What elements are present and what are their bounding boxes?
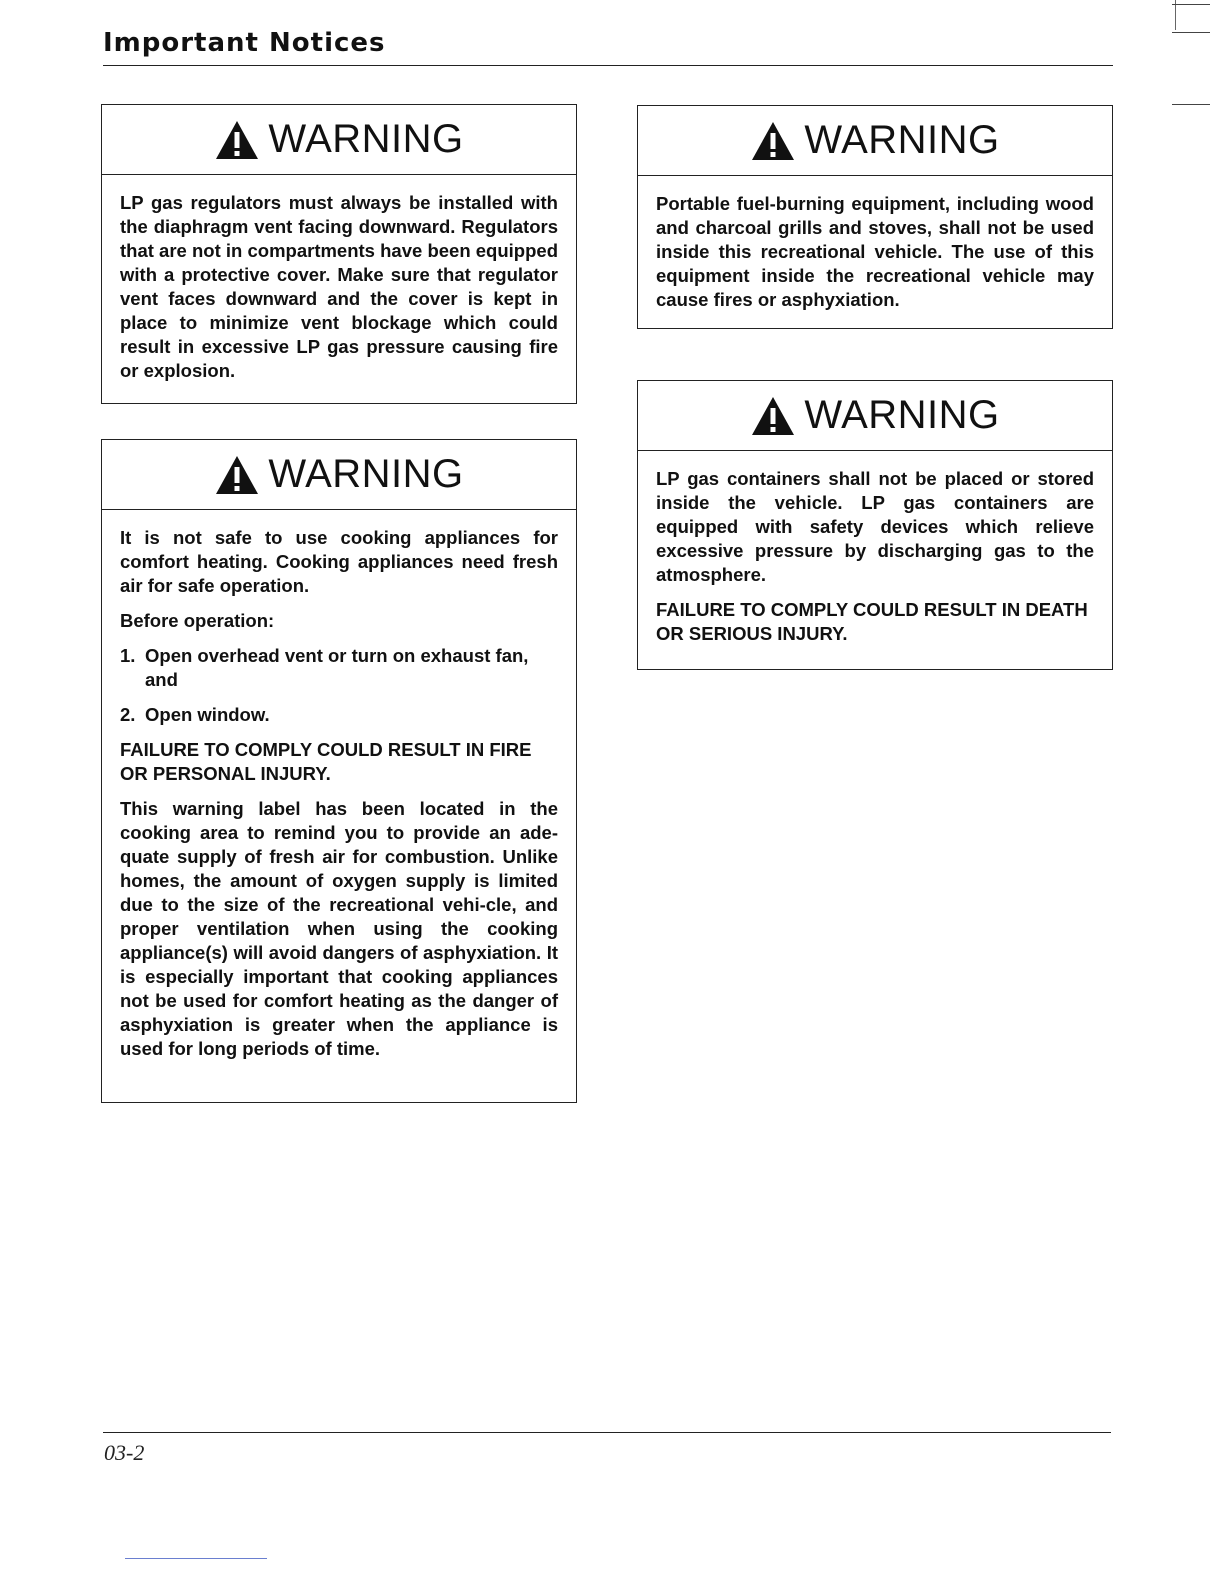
header-rule (103, 65, 1113, 66)
warning-subheading: Before operation: (120, 610, 275, 631)
warning-body (638, 176, 1112, 312)
step-number: 1. (120, 645, 136, 666)
caution-text: FAILURE TO COMPLY COULD RESULT IN FIRE OR PERSONAL INJURY. (120, 739, 532, 784)
warning-heading: WARNING (268, 117, 464, 161)
footer-rule (103, 1432, 1111, 1433)
step-number: 2. (120, 704, 136, 725)
step-text: Open window. (145, 704, 270, 725)
warning-body (638, 451, 1112, 646)
warning-text: It is not safe to use cooking appliances for comfort heating. Cooking appliances need fresh air for safe operation. (120, 527, 558, 596)
steps-list (120, 644, 558, 727)
warning-body (102, 175, 576, 383)
step-text: Open overhead vent or turn on exhaust fan, and (145, 645, 529, 690)
warning-text: This warning label has been located in the cooking area to remind you to provide an ade-quate supply of fresh air for combustion. Unlike homes, the amount of oxygen supply is limited due to the size of the recreational vehi-cle, and proper ventilation when using the cooking appliance(s) will avoid dangers of asphyxiation. It is especially important that cooking appliances not be used for comfort heating as the danger of asphyxiation is greater when the appliance is used for long periods of time. (120, 798, 558, 1059)
warning-triangle-icon (214, 454, 260, 496)
page-title: Important Notices (103, 28, 386, 58)
page-number: 03-2 (104, 1440, 145, 1465)
warning-triangle-icon (750, 395, 796, 437)
warning-header (638, 106, 1112, 176)
corner-mark-middle (1172, 32, 1210, 33)
warning-box-regulators (101, 104, 577, 404)
caution-text: FAILURE TO COMPLY COULD RESULT IN DEATH OR SERIOUS INJURY. (656, 599, 1088, 644)
warning-heading: WARNING (268, 452, 464, 496)
warning-triangle-icon (214, 119, 260, 161)
list-item (120, 703, 558, 727)
warning-header (102, 440, 576, 510)
warning-text: LP gas containers shall not be placed or stored inside the vehicle. LP gas containers are equipped with safety devices which relieve excessive pressure by discharging gas to the atmosphere. (656, 468, 1094, 585)
warning-header (102, 105, 576, 175)
warning-box-lp-containers (637, 380, 1113, 670)
warning-heading: WARNING (804, 393, 1000, 437)
warning-box-portable-equipment (637, 105, 1113, 329)
warning-text: LP gas regulators must always be installed with the diaphragm vent facing downward. Regulators that are not in compartments have been equipped with a protective cover. Make sure that regulator vent faces downward and the cover is kept in place to minimize vent blockage which could result in excessive LP gas pressure causing fire or explosion. (120, 192, 558, 381)
warning-triangle-icon (750, 120, 796, 162)
warning-body (102, 510, 576, 1061)
warning-text: Portable fuel-burning equipment, including wood and charcoal grills and stoves, shall not be used inside this recreational vehicle. The use of this equipment inside the recreational vehicle may cause fires or asphyxiation. (656, 193, 1094, 310)
corner-mark-lower (1172, 104, 1210, 105)
warning-header (638, 381, 1112, 451)
corner-mark-top (1172, 4, 1210, 5)
list-item (120, 644, 558, 692)
warning-box-cooking-appliances (101, 439, 577, 1103)
warning-heading: WARNING (804, 118, 1000, 162)
bottom-underline (125, 1558, 267, 1559)
